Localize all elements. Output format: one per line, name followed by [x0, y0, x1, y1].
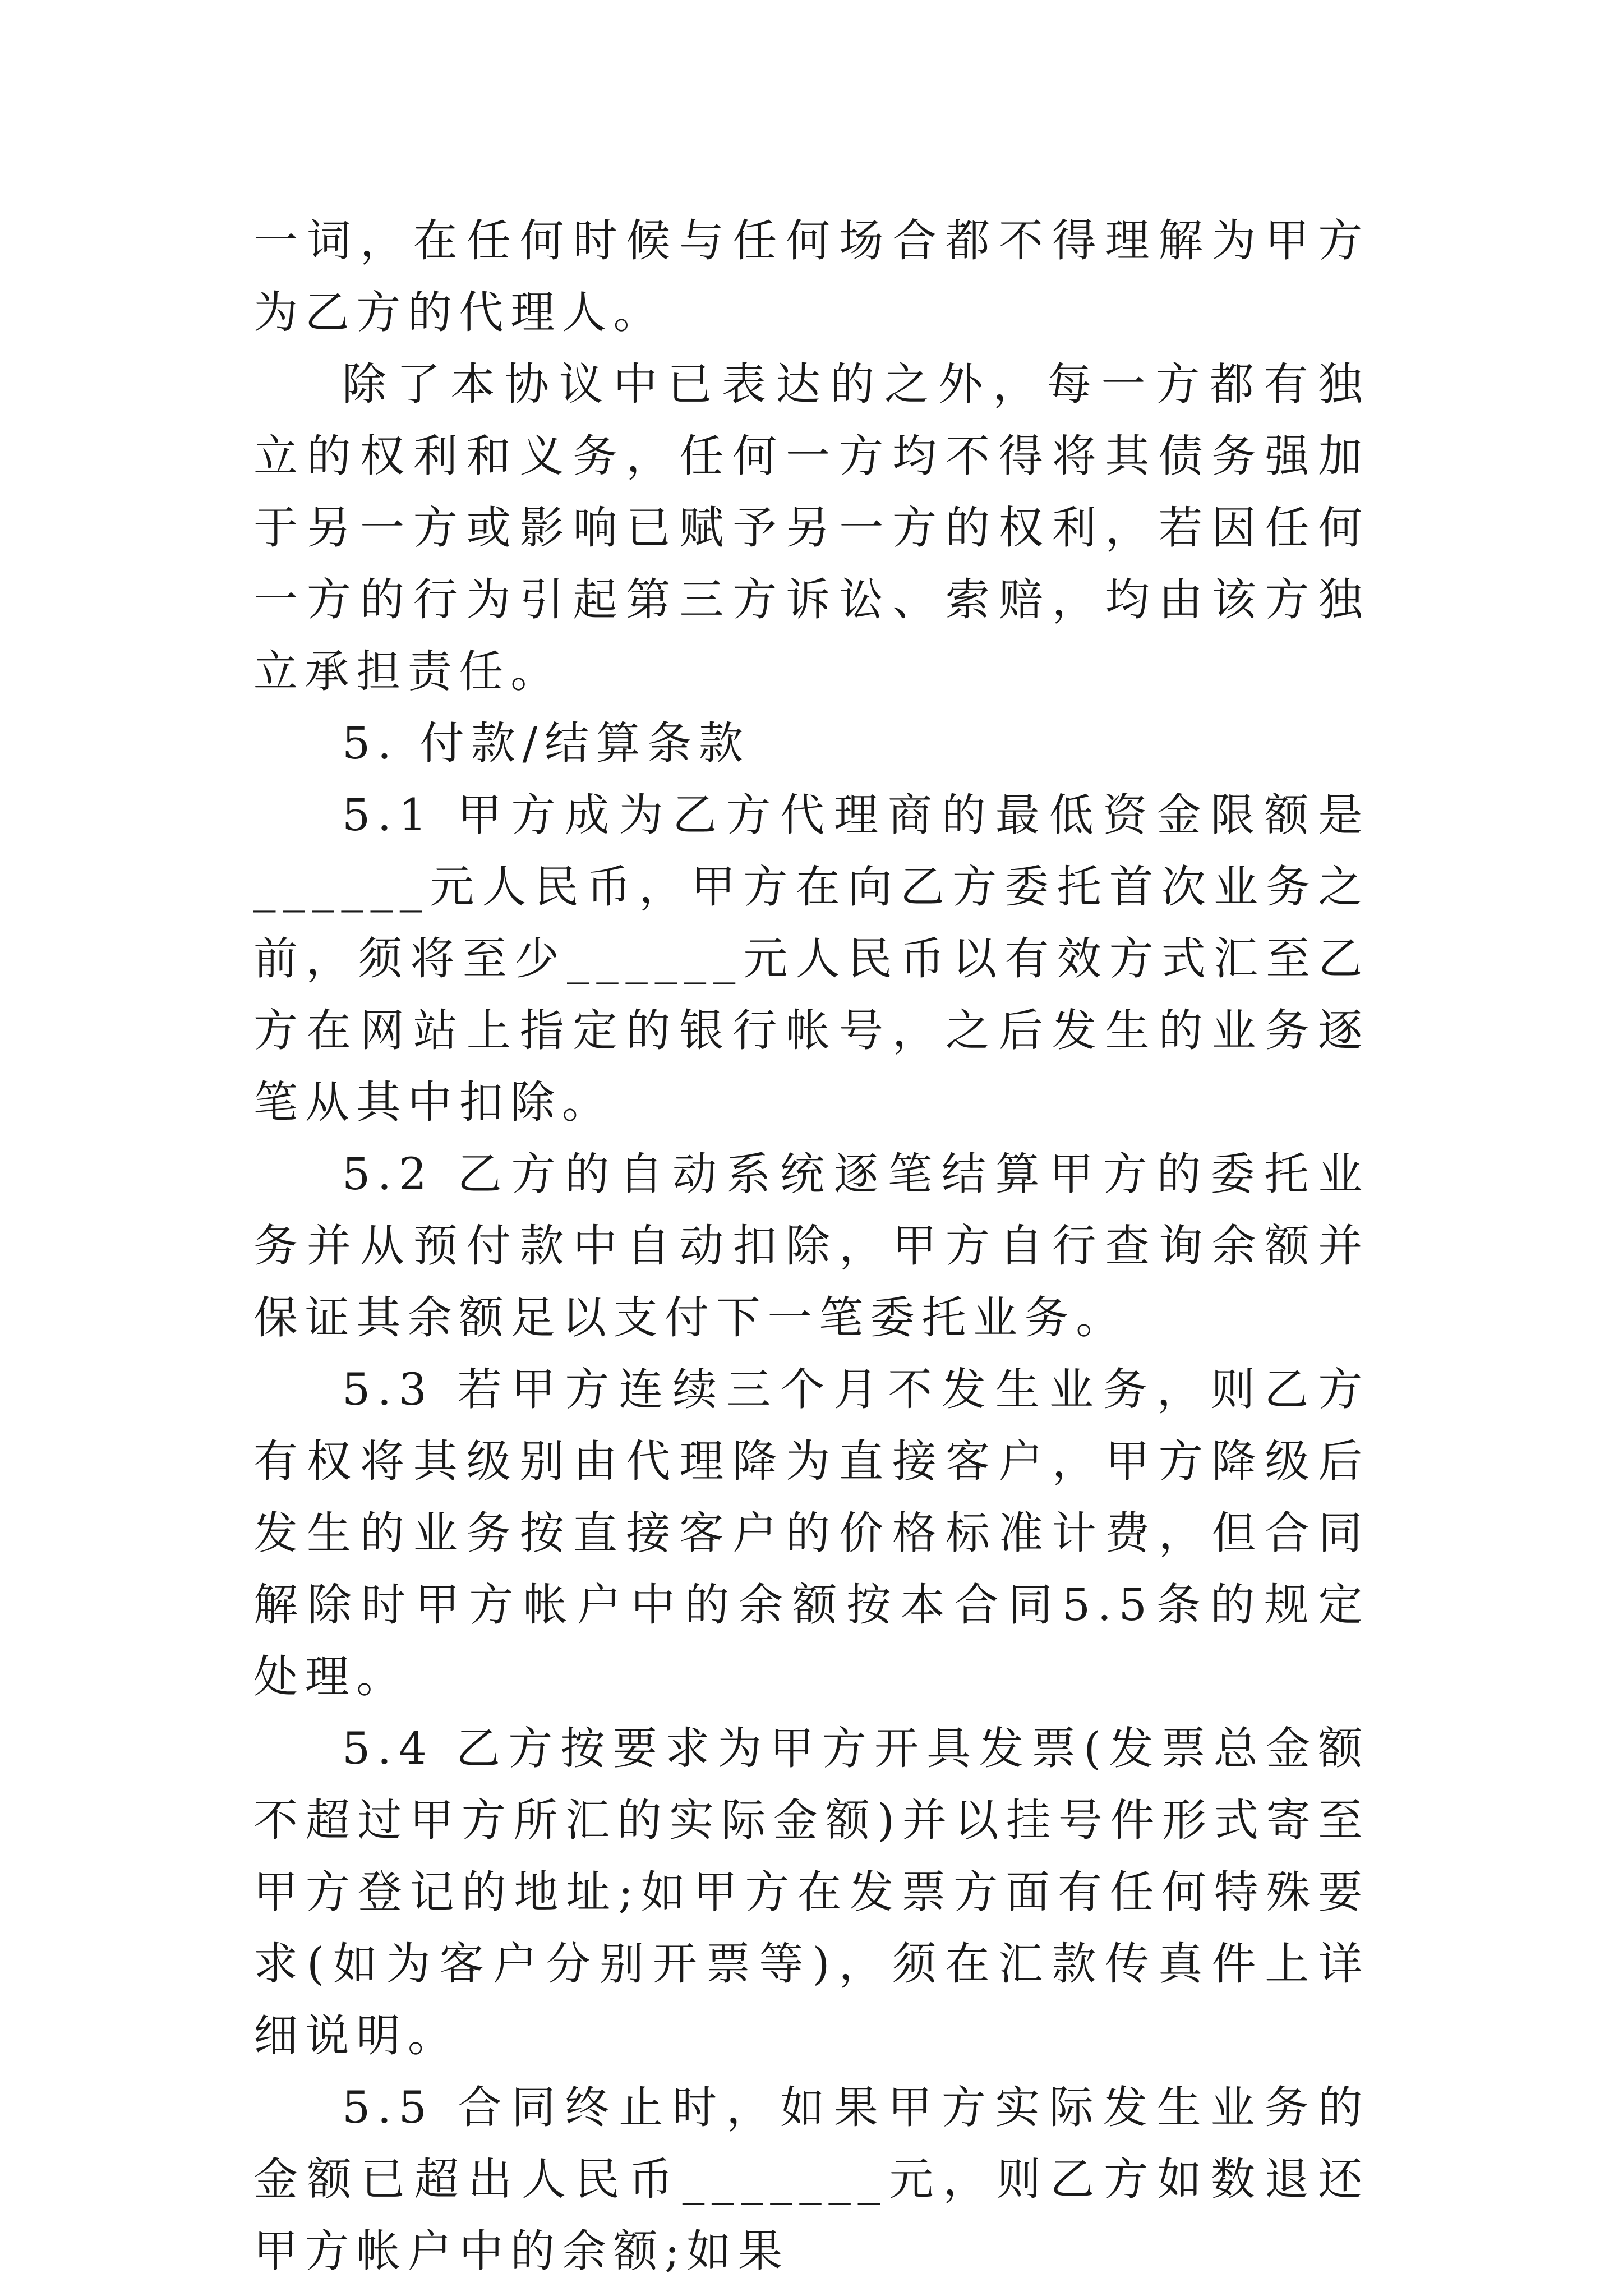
- paragraph-5-5: 5.5 合同终止时，如果甲方实际发生业务的金额已超出人民币_______元，则乙方如数退还甲方帐户中的余额;如果: [253, 2082, 1370, 2277]
- paragraph-5-1: 5.1 甲方成为乙方代理商的最低资金限额是______元人民币，甲方在向乙方委托首次业务之前，须将至少______元人民币以有效方式汇至乙方在网站上指定的银行帐号，之后发生的业务逐笔从其中扣除。: [253, 789, 1370, 1128]
- paragraph-agent-clause-end: 一词，在任何时候与任何场合都不得理解为甲方为乙方的代理人。: [253, 215, 1370, 338]
- paragraph-5-4: 5.4 乙方按要求为甲方开具发票(发票总金额不超过甲方所汇的实际金额)并以挂号件形式寄至甲方登记的地址;如甲方在发票方面有任何特殊要求(如为客户分别开票等)，须在汇款传真件上详细说明。: [253, 1723, 1370, 2062]
- section-5-heading: 5. 付款/结算条款: [342, 717, 750, 769]
- document-body: [253, 205, 1370, 2287]
- paragraph-independent-rights: 除了本协议中已表达的之外，每一方都有独立的权利和义务，任何一方均不得将其债务强加于另一方或影响已赋予另一方的权利，若因任何一方的行为引起第三方诉讼、索赔，均由该方独立承担责任。: [253, 358, 1370, 697]
- paragraph-5-3: 5.3 若甲方连续三个月不发生业务，则乙方有权将其级别由代理降为直接客户，甲方降级后发生的业务按直接客户的价格标准计费，但合同解除时甲方帐户中的余额按本合同5.5条的规定处理。: [253, 1364, 1370, 1703]
- paragraph-5-2: 5.2 乙方的自动系统逐笔结算甲方的委托业务并从预付款中自动扣除，甲方自行查询余额并保证其余额足以支付下一笔委托业务。: [253, 1148, 1370, 1343]
